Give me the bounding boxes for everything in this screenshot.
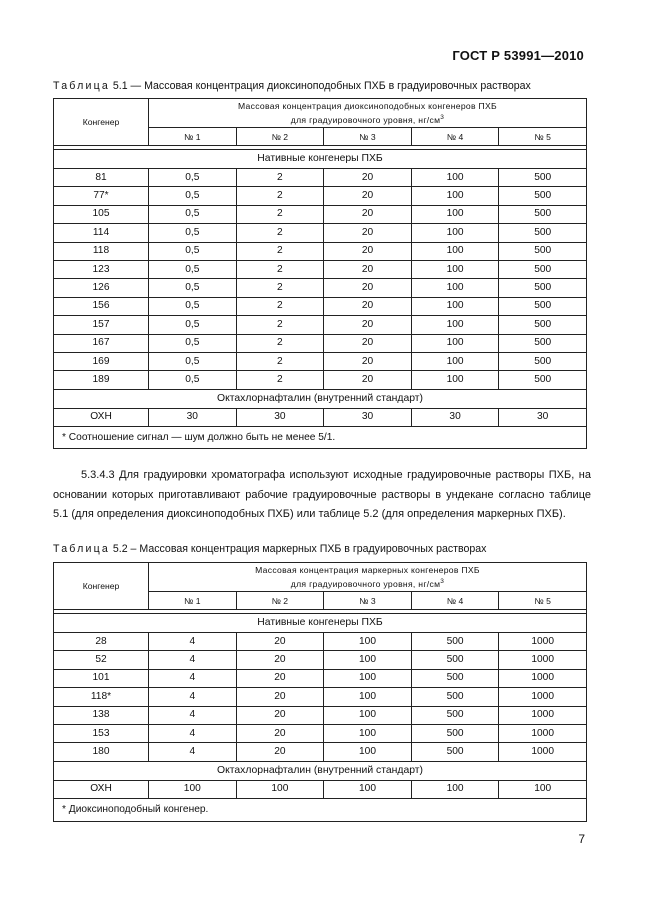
value-cell: 100 xyxy=(411,352,499,370)
value-cell: 100 xyxy=(411,169,499,187)
value-cell: 2 xyxy=(236,187,324,205)
value-cell: 20 xyxy=(236,651,324,669)
value-cell: 30 xyxy=(149,408,237,426)
value-cell: 500 xyxy=(411,743,499,761)
value-cell: 500 xyxy=(499,187,587,205)
value-cell: 500 xyxy=(499,169,587,187)
kongener-cell: 169 xyxy=(54,352,149,370)
table-row-oxn xyxy=(54,780,587,798)
value-cell: 500 xyxy=(411,633,499,651)
value-cell: 20 xyxy=(236,743,324,761)
value-cell: 500 xyxy=(499,205,587,223)
value-cell: 100 xyxy=(324,688,412,706)
value-cell: 500 xyxy=(499,334,587,352)
table-row xyxy=(54,371,587,389)
table2-footnote: * Диоксиноподобный конгенер. xyxy=(54,799,587,822)
value-cell: 0,5 xyxy=(149,260,237,278)
head-sup: 3 xyxy=(440,577,445,585)
value-cell: 4 xyxy=(149,743,237,761)
kongener-cell: 153 xyxy=(54,724,149,742)
value-cell: 2 xyxy=(236,224,324,242)
value-cell: 0,5 xyxy=(149,224,237,242)
table1-caption-text: 5.1 — Массовая концентрация диоксиноподобных ПХБ в градуировочных растворах xyxy=(109,80,531,92)
kongener-cell: 81 xyxy=(54,169,149,187)
value-cell: 500 xyxy=(499,260,587,278)
column-header-concentration xyxy=(149,563,587,592)
table-row xyxy=(54,633,587,651)
value-cell: 500 xyxy=(499,352,587,370)
value-cell: 4 xyxy=(149,633,237,651)
section-native: Нативные конгенеры ПХБ xyxy=(54,614,587,633)
level-header-4: № 4 xyxy=(411,592,499,610)
table2-caption xyxy=(53,543,486,555)
value-cell: 30 xyxy=(236,408,324,426)
value-cell: 500 xyxy=(499,297,587,315)
value-cell: 100 xyxy=(324,743,412,761)
value-cell: 100 xyxy=(499,780,587,798)
value-cell: 0,5 xyxy=(149,169,237,187)
value-cell: 20 xyxy=(236,724,324,742)
table1-caption xyxy=(53,80,531,92)
value-cell: 2 xyxy=(236,316,324,334)
value-cell: 0,5 xyxy=(149,352,237,370)
table-row xyxy=(54,651,587,669)
value-cell: 20 xyxy=(324,260,412,278)
value-cell: 100 xyxy=(149,780,237,798)
table1-footnote: * Соотношение сигнал — шум должно быть не менее 5/1. xyxy=(54,427,587,449)
value-cell: 4 xyxy=(149,669,237,687)
level-header-3: № 3 xyxy=(324,128,412,146)
value-cell: 100 xyxy=(411,334,499,352)
table-row xyxy=(54,706,587,724)
value-cell: 4 xyxy=(149,724,237,742)
table-row-oxn xyxy=(54,408,587,426)
kongener-cell: 123 xyxy=(54,260,149,278)
section-native: Нативные конгенеры ПХБ xyxy=(54,150,587,169)
value-cell: 1000 xyxy=(499,633,587,651)
value-cell: 20 xyxy=(324,169,412,187)
level-header-5: № 5 xyxy=(499,128,587,146)
kongener-cell: 28 xyxy=(54,633,149,651)
value-cell: 0,5 xyxy=(149,316,237,334)
value-cell: 500 xyxy=(411,688,499,706)
value-cell: 1000 xyxy=(499,724,587,742)
value-cell: 0,5 xyxy=(149,334,237,352)
value-cell: 500 xyxy=(499,316,587,334)
value-cell: 2 xyxy=(236,242,324,260)
table-5-2 xyxy=(53,562,587,822)
paragraph-text: 5.3.4.3 Для градуировки хроматографа используют исходные градуировочные растворы ПХБ, на основании которых приготавливают рабочие градуировочные растворы в ундекане согласно таблице 5.1 (для определения диоксиноподобных ПХБ) или таблице 5.2 (для определения маркерных ПХБ). xyxy=(53,469,591,520)
kongener-cell: 101 xyxy=(54,669,149,687)
table-row xyxy=(54,279,587,297)
value-cell: 500 xyxy=(499,371,587,389)
value-cell: 20 xyxy=(324,371,412,389)
value-cell: 20 xyxy=(236,633,324,651)
level-header-2: № 2 xyxy=(236,128,324,146)
head-line1: Массовая концентрация маркерных конгенеров ПХБ xyxy=(255,564,480,575)
kongener-cell: ОХН xyxy=(54,408,149,426)
value-cell: 20 xyxy=(236,669,324,687)
value-cell: 0,5 xyxy=(149,279,237,297)
value-cell: 100 xyxy=(324,780,412,798)
table2-caption-prefix: Таблица xyxy=(53,543,110,555)
kongener-cell: 157 xyxy=(54,316,149,334)
value-cell: 30 xyxy=(499,408,587,426)
value-cell: 100 xyxy=(324,651,412,669)
value-cell: 100 xyxy=(411,260,499,278)
kongener-cell: 52 xyxy=(54,651,149,669)
section-internal-standard: Октахлорнафталин (внутренний стандарт) xyxy=(54,761,587,780)
value-cell: 100 xyxy=(411,224,499,242)
table-row xyxy=(54,316,587,334)
level-header-3: № 3 xyxy=(324,592,412,610)
value-cell: 20 xyxy=(236,706,324,724)
value-cell: 1000 xyxy=(499,669,587,687)
value-cell: 4 xyxy=(149,651,237,669)
value-cell: 100 xyxy=(411,279,499,297)
value-cell: 1000 xyxy=(499,688,587,706)
table-5-1 xyxy=(53,98,587,449)
kongener-cell: 118* xyxy=(54,688,149,706)
level-header-4: № 4 xyxy=(411,128,499,146)
value-cell: 20 xyxy=(324,279,412,297)
value-cell: 2 xyxy=(236,279,324,297)
value-cell: 100 xyxy=(411,187,499,205)
table-row xyxy=(54,724,587,742)
table-row xyxy=(54,352,587,370)
value-cell: 20 xyxy=(324,242,412,260)
value-cell: 100 xyxy=(411,316,499,334)
head-line2: для градуировочного уровня, нг/см xyxy=(290,114,441,125)
value-cell: 100 xyxy=(236,780,324,798)
table2-caption-text: 5.2 – Массовая концентрация маркерных ПХБ в градуировочных растворах xyxy=(109,543,487,555)
paragraph-5-3-4-3 xyxy=(53,466,591,525)
value-cell: 0,5 xyxy=(149,371,237,389)
value-cell: 500 xyxy=(411,669,499,687)
value-cell: 20 xyxy=(324,224,412,242)
table-row xyxy=(54,743,587,761)
value-cell: 4 xyxy=(149,706,237,724)
value-cell: 0,5 xyxy=(149,187,237,205)
value-cell: 100 xyxy=(324,706,412,724)
level-header-1: № 1 xyxy=(149,128,237,146)
kongener-cell: 180 xyxy=(54,743,149,761)
table-row xyxy=(54,224,587,242)
value-cell: 1000 xyxy=(499,651,587,669)
head-line2: для градуировочного уровня, нг/см xyxy=(290,578,441,589)
value-cell: 30 xyxy=(411,408,499,426)
kongener-cell: 118 xyxy=(54,242,149,260)
head-sup: 3 xyxy=(440,113,445,121)
kongener-cell: 105 xyxy=(54,205,149,223)
value-cell: 100 xyxy=(324,669,412,687)
value-cell: 100 xyxy=(324,633,412,651)
section-internal-standard: Октахлорнафталин (внутренний стандарт) xyxy=(54,389,587,408)
column-header-kongener: Конгенер xyxy=(54,99,149,146)
value-cell: 1000 xyxy=(499,743,587,761)
value-cell: 2 xyxy=(236,297,324,315)
table-row xyxy=(54,334,587,352)
page-number: 7 xyxy=(578,832,585,846)
value-cell: 2 xyxy=(236,352,324,370)
kongener-cell: 189 xyxy=(54,371,149,389)
value-cell: 20 xyxy=(236,688,324,706)
column-header-concentration xyxy=(149,99,587,128)
table-row xyxy=(54,187,587,205)
value-cell: 500 xyxy=(499,224,587,242)
table-row xyxy=(54,669,587,687)
value-cell: 500 xyxy=(499,279,587,297)
value-cell: 100 xyxy=(411,371,499,389)
value-cell: 2 xyxy=(236,169,324,187)
kongener-cell: ОХН xyxy=(54,780,149,798)
value-cell: 2 xyxy=(236,334,324,352)
kongener-cell: 138 xyxy=(54,706,149,724)
value-cell: 2 xyxy=(236,205,324,223)
level-header-1: № 1 xyxy=(149,592,237,610)
value-cell: 0,5 xyxy=(149,242,237,260)
table-row xyxy=(54,205,587,223)
document-code: ГОСТ Р 53991—2010 xyxy=(452,48,584,63)
value-cell: 20 xyxy=(324,205,412,223)
head-line1: Массовая концентрация диоксиноподобных конгенеров ПХБ xyxy=(237,100,498,111)
level-header-5: № 5 xyxy=(499,592,587,610)
value-cell: 100 xyxy=(411,780,499,798)
kongener-cell: 167 xyxy=(54,334,149,352)
table-row xyxy=(54,297,587,315)
level-header-2: № 2 xyxy=(236,592,324,610)
value-cell: 20 xyxy=(324,352,412,370)
kongener-cell: 77* xyxy=(54,187,149,205)
value-cell: 1000 xyxy=(499,706,587,724)
column-header-kongener: Конгенер xyxy=(54,563,149,610)
value-cell: 0,5 xyxy=(149,205,237,223)
value-cell: 500 xyxy=(411,651,499,669)
value-cell: 0,5 xyxy=(149,297,237,315)
table1-caption-prefix: Таблица xyxy=(53,80,110,92)
value-cell: 100 xyxy=(411,205,499,223)
value-cell: 500 xyxy=(411,724,499,742)
table-row xyxy=(54,242,587,260)
value-cell: 4 xyxy=(149,688,237,706)
value-cell: 20 xyxy=(324,297,412,315)
value-cell: 500 xyxy=(499,242,587,260)
value-cell: 2 xyxy=(236,371,324,389)
value-cell: 20 xyxy=(324,334,412,352)
kongener-cell: 114 xyxy=(54,224,149,242)
kongener-cell: 156 xyxy=(54,297,149,315)
value-cell: 100 xyxy=(324,724,412,742)
value-cell: 20 xyxy=(324,187,412,205)
value-cell: 30 xyxy=(324,408,412,426)
table-row xyxy=(54,688,587,706)
value-cell: 100 xyxy=(411,297,499,315)
table-row xyxy=(54,169,587,187)
value-cell: 2 xyxy=(236,260,324,278)
value-cell: 500 xyxy=(411,706,499,724)
value-cell: 20 xyxy=(324,316,412,334)
kongener-cell: 126 xyxy=(54,279,149,297)
value-cell: 100 xyxy=(411,242,499,260)
table-row xyxy=(54,260,587,278)
